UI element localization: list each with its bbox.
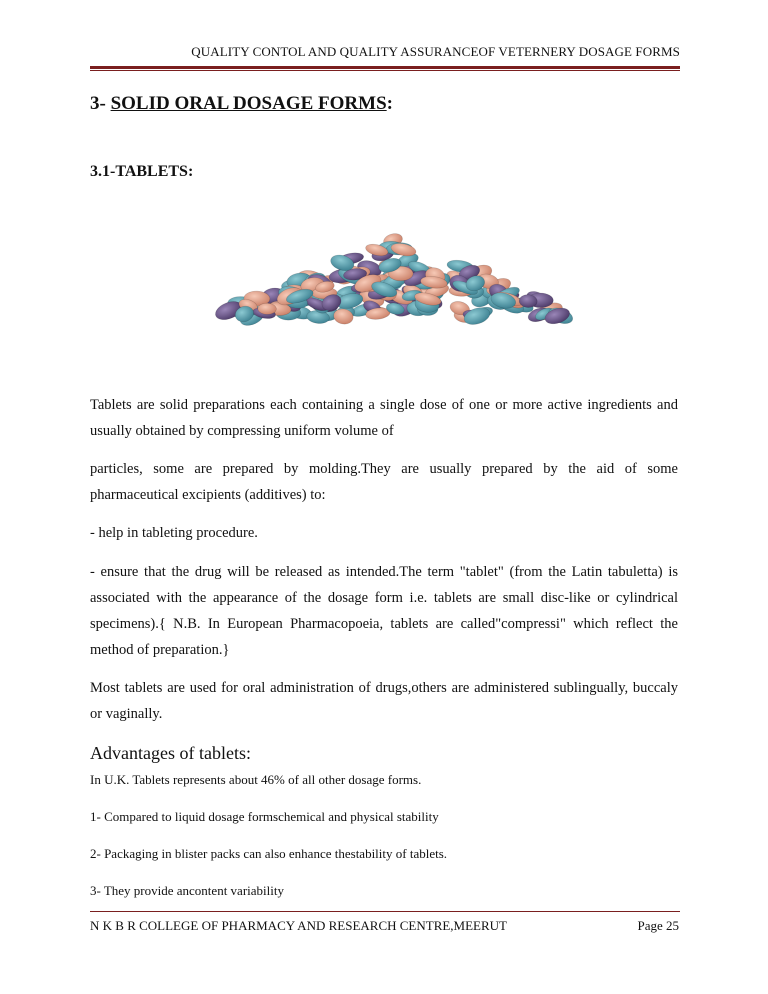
subsection-heading: 3.1-TABLETS: xyxy=(90,163,194,180)
paragraph-5: Most tablets are used for oral administration of drugs,others are administered sublingually, buccaly or vaginally. xyxy=(90,680,678,722)
paragraph-4: - ensure that the drug will be released as intended.The term "tablet" (from the Latin tabuletta) is associated with the appearance of the dosage form i.e. tablets are small disc-like or cylindrical specimens).{ N.B. In European Pharmacopoeia, tablets are called"compressi" which reflect the method of preparation.} xyxy=(90,564,678,658)
paragraph-2: particles, some are prepared by molding.They are usually prepared by the aid of some pharmaceutical excipients (additives) to: xyxy=(90,461,678,503)
footer-college: N K B R COLLEGE OF PHARMACY AND RESEARCH CENTRE,MEERUT xyxy=(90,918,507,933)
section-heading xyxy=(90,93,393,115)
section-title: SOLID ORAL DOSAGE FORMS xyxy=(110,93,387,114)
section-colon: : xyxy=(386,93,393,114)
header-rule xyxy=(90,66,680,71)
advantage-item-3: 3- They provide ancontent variability xyxy=(90,883,284,898)
advantage-item-1: 1- Compared to liquid dosage formschemical and physical stability xyxy=(90,809,439,824)
paragraph-1: Tablets are solid preparations each containing a single dose of one or more active ingredients and usually obtained by compressing uniform volume of xyxy=(90,397,678,439)
tablets-image xyxy=(195,222,595,342)
section-number: 3- xyxy=(90,93,111,114)
footer-page-number: Page 25 xyxy=(637,918,679,933)
advantage-item-2: 2- Packaging in blister packs can also enhance thestability of tablets. xyxy=(90,846,448,861)
advantages-intro: In U.K. Tablets represents about 46% of all other dosage forms. xyxy=(90,772,422,787)
paragraph-3: - help in tableting procedure. xyxy=(90,525,258,541)
advantages-heading: Advantages of tablets: xyxy=(90,743,251,763)
tablet-shape xyxy=(258,303,277,315)
footer-rule xyxy=(90,911,680,912)
page-header-title: QUALITY CONTOL AND QUALITY ASSURANCEOF VETERNERY DOSAGE FORMS xyxy=(191,44,680,59)
